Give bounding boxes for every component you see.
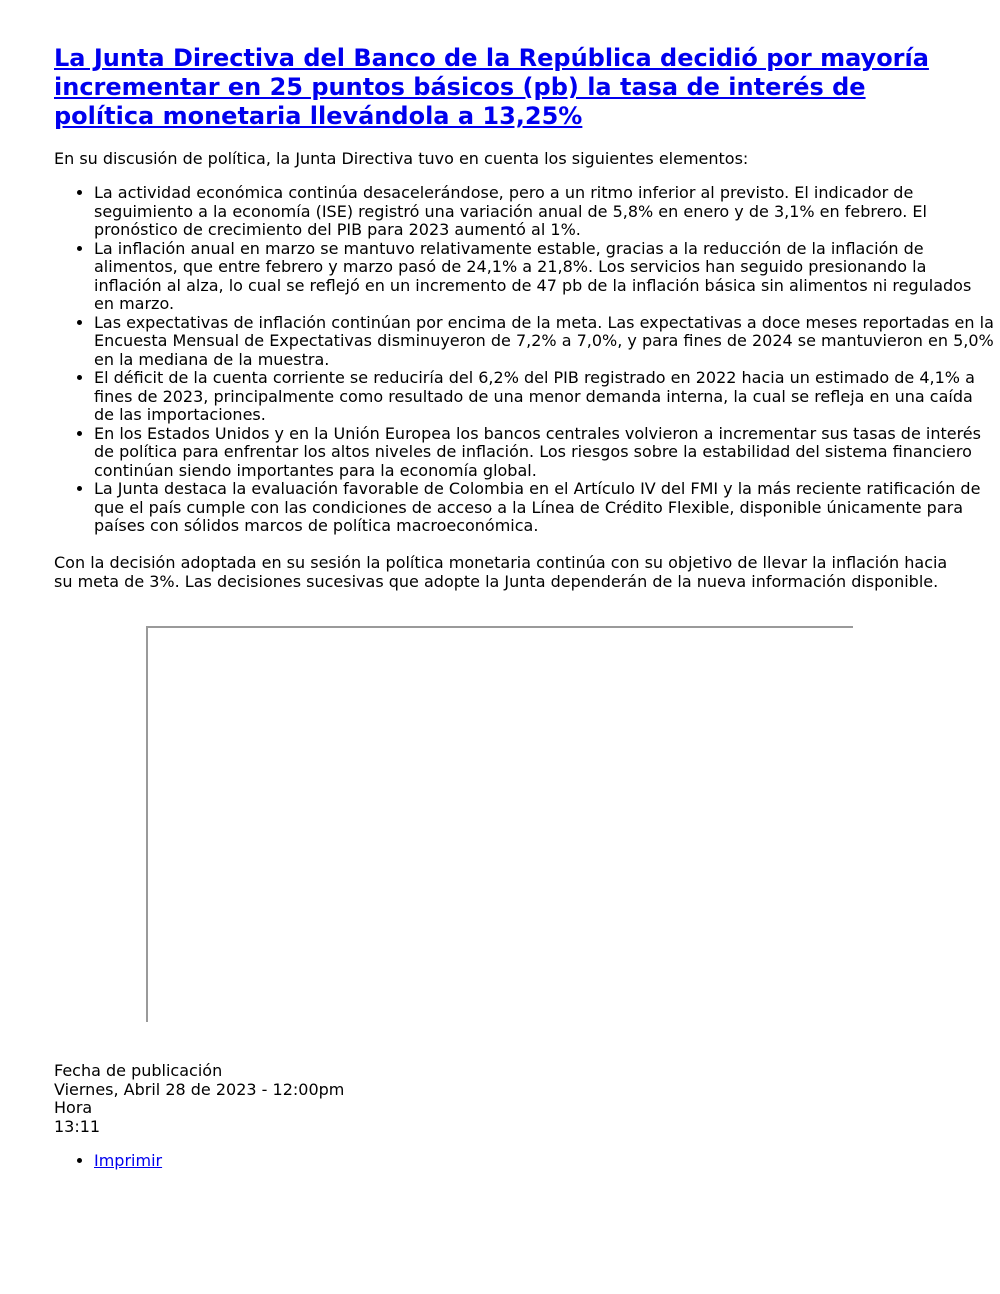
article-intro: En su discusión de política, la Junta Directiva tuvo en cuenta los siguientes elementos:: [54, 149, 749, 168]
publication-time-value: 13:11: [54, 1116, 101, 1136]
article-actions: [54, 1152, 994, 1171]
print-link[interactable]: Imprimir: [94, 1151, 163, 1170]
publication-time-label: Hora: [54, 1098, 93, 1117]
list-item: • La inflación anual en marzo se mantuvo relativamente estable, gracias a la reducción de la inflación de alimentos, que entre febrero y marzo pasó de 24,1% a 21,8%. Los servicios han seguido presionando la inflación al alza, lo cual se reflejó en un incremento de 47 pb de la inflación básica sin alimentos ni regulados en marzo.: [94, 240, 994, 314]
list-item: [94, 1152, 994, 1171]
list-item: • La Junta destaca la evaluación favorable de Colombia en el Artículo IV del FMI y la más reciente ratificación de que el país cumple con las condiciones de acceso a la Línea de Crédito Flexible, disponible únicamente para países con sólidos marcos de política macroeconómica.: [94, 480, 994, 536]
embedded-media-frame[interactable]: [146, 626, 853, 1022]
article-closing: Con la decisión adoptada en su sesión la política monetaria continúa con su objetivo de llevar la inflación hacia su meta de 3%. Las decisiones sucesivas que adopte la Junta dependerán de la nueva información disponible.: [54, 553, 948, 591]
list-item: • El déficit de la cuenta corriente se reduciría del 6,2% del PIB registrado en 2022 hacia un estimado de 4,1% a fines de 2023, principalmente como resultado de una menor demanda interna, la cual se refleja en una caída de las importaciones.: [94, 369, 994, 425]
publication-date-value: Viernes, Abril 28 de 2023 - 12:00pm: [54, 1079, 345, 1099]
article-title-link[interactable]: La Junta Directiva del Banco de la República decidió por mayoría incrementar en 25 puntos básicos (pb) la tasa de interés de política monetaria llevándola a 13,25%: [54, 44, 929, 130]
list-item: • La actividad económica continúa desacelerándose, pero a un ritmo inferior al previsto. El indicador de seguimiento a la economía (ISE) registró una variación anual de 5,8% en enero y de 3,1% en febrero. El pronóstico de crecimiento del PIB para 2023 aumentó al 1%.: [94, 184, 994, 240]
publication-date-label: Fecha de publicación: [54, 1061, 223, 1080]
list-item: • En los Estados Unidos y en la Unión Europea los bancos centrales volvieron a incrementar sus tasas de interés de política para enfrentar los altos niveles de inflación. Los riesgos sobre la estabilidad del sistema financiero continúan siendo importantes para la economía global.: [94, 425, 994, 481]
publication-meta: [54, 1062, 954, 1136]
list-item: • Las expectativas de inflación continúan por encima de la meta. Las expectativas a doce meses reportadas en la Encuesta Mensual de Expectativas disminuyeron de 7,2% a 7,0%, y para fines de 2024 se mantuvieron en 5,0% en la mediana de la muestra.: [94, 314, 994, 370]
key-points-list: [54, 184, 994, 536]
article-title: [54, 44, 954, 131]
